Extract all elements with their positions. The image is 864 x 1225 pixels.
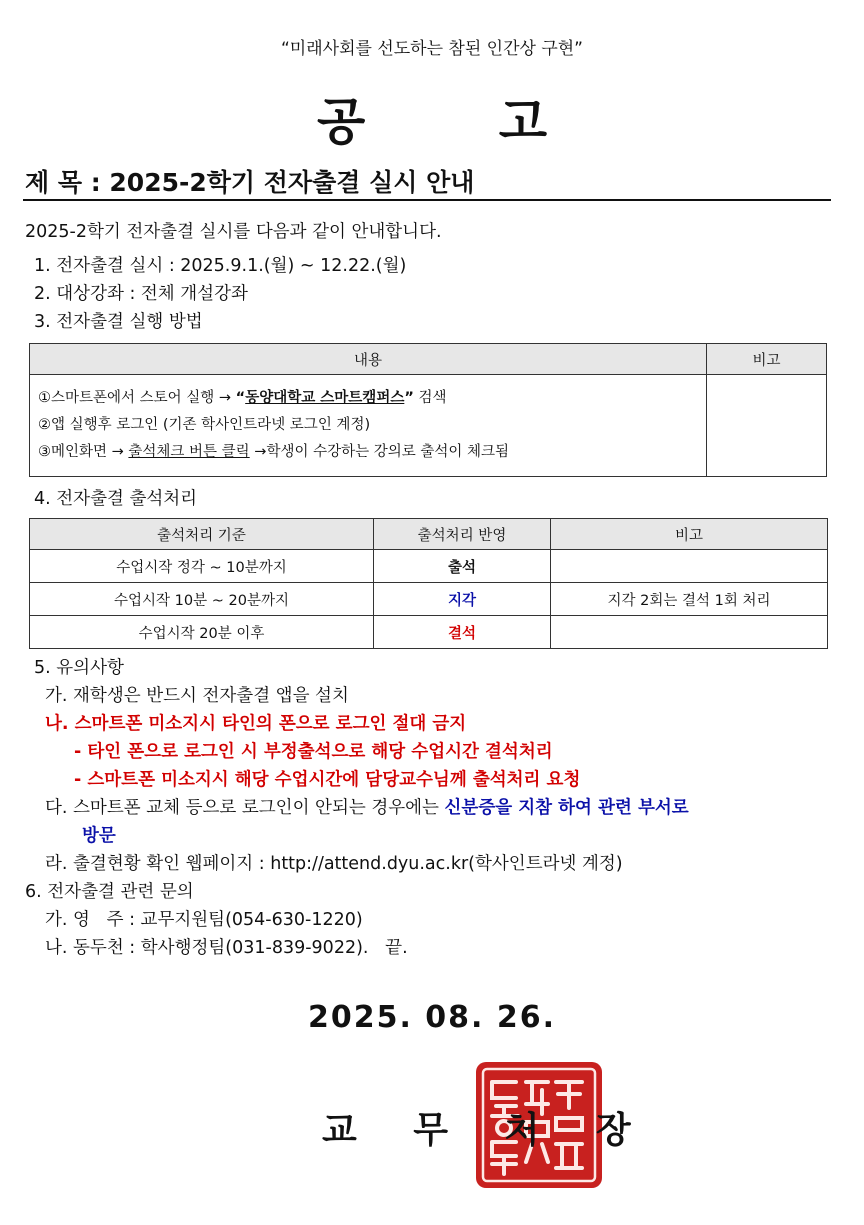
step-3-text: ③메인화면 →: [38, 444, 129, 460]
result-present: 출석: [374, 550, 551, 583]
notice-date: 2025. 08. 26.: [307, 1000, 557, 1035]
item-processing: 4. 전자출결 출석처리: [34, 489, 198, 509]
step-1-search: 검색: [413, 390, 447, 406]
table-row: [30, 550, 828, 583]
note-da-visit: 방문: [82, 826, 116, 846]
intro-text: 2025-2학기 전자출결 실시를 다음과 같이 안내합니다.: [25, 222, 442, 242]
item-notes: 5. 유의사항: [34, 658, 124, 678]
note-cell: [551, 550, 828, 583]
note-na: 나. 스마트폰 미소지시 타인의 폰으로 로그인 절대 금지: [45, 714, 467, 734]
contact-yeongju: 가. 영 주 : 교무지원팀(054-630-1220): [45, 910, 363, 930]
note-da: [45, 794, 689, 819]
attendance-table: [29, 518, 828, 649]
item-contact: 6. 전자출결 관련 문의: [25, 882, 194, 902]
step-1: [38, 385, 698, 412]
step-1-quote-open: “: [235, 390, 246, 406]
note-na-1: - 타인 폰으로 로그인 시 부정출석으로 해당 수업시간 결석처리: [74, 742, 553, 762]
note-da-emphasis: 신분증을 지참 하여 관련 부서로: [444, 798, 689, 818]
note-na-2: - 스마트폰 미소지시 해당 수업시간에 담당교수님께 출석처리 요청: [74, 770, 581, 790]
issuer-title: 교 무 처 장: [322, 1110, 653, 1151]
step-2: ②앱 실행후 로그인 (기존 학사인트라넷 로그인 계정): [38, 417, 371, 433]
note-ra: 라. 출결현황 확인 웹페이지 : http://attend.dyu.ac.kr(학사인트라넷 계정): [45, 854, 623, 874]
method-table-header-note: 비고: [707, 344, 827, 375]
notice-title: 제 목 : 2025-2학기 전자출결 실시 안내: [25, 168, 475, 197]
method-table-header-content: 내용: [30, 344, 707, 375]
step-3: [38, 439, 698, 466]
step-3-result: →학생이 수강하는 강의로 출석이 체크됨: [249, 444, 509, 460]
attendance-check-button-text: 출석체크 버튼 클릭: [128, 444, 250, 460]
app-name: 동양대학교 스마트캠퍼스: [245, 390, 405, 406]
note-cell: [551, 616, 828, 649]
item-target: 2. 대상강좌 : 전체 개설강좌: [34, 284, 248, 304]
table-row: [30, 616, 828, 649]
method-table: [29, 343, 827, 477]
method-steps: [30, 375, 707, 477]
result-late: 지각: [374, 583, 551, 616]
title-divider: [23, 199, 831, 201]
method-note-cell: [707, 375, 827, 477]
note-cell: 지각 2회는 결석 1회 처리: [551, 583, 828, 616]
table-row: [30, 583, 828, 616]
criterion-cell: 수업시작 20분 이후: [30, 616, 374, 649]
criterion-cell: 수업시작 10분 ~ 20분까지: [30, 583, 374, 616]
step-1-text: ①스마트폰에서 스토어 실행 →: [38, 390, 236, 406]
attendance-header-criterion: 출석처리 기준: [30, 519, 374, 550]
motto: “미래사회를 선도하는 참된 인간상 구현”: [281, 39, 583, 59]
step-1-quote-close: ”: [404, 390, 414, 406]
contact-dongducheon: 나. 동두천 : 학사행정팀(031-839-9022). 끝.: [45, 938, 408, 958]
note-da-text: 다. 스마트폰 교체 등으로 로그인이 안되는 경우에는: [45, 798, 439, 818]
notice-heading: 공 고: [316, 93, 605, 151]
attendance-header-result: 출석처리 반영: [374, 519, 551, 550]
note-ga: 가. 재학생은 반드시 전자출결 앱을 설치: [45, 686, 349, 706]
attendance-header-note: 비고: [551, 519, 828, 550]
item-period: 1. 전자출결 실시 : 2025.9.1.(월) ~ 12.22.(월): [34, 256, 407, 276]
result-absent: 결석: [374, 616, 551, 649]
criterion-cell: 수업시작 정각 ~ 10분까지: [30, 550, 374, 583]
item-method: 3. 전자출결 실행 방법: [34, 312, 203, 332]
